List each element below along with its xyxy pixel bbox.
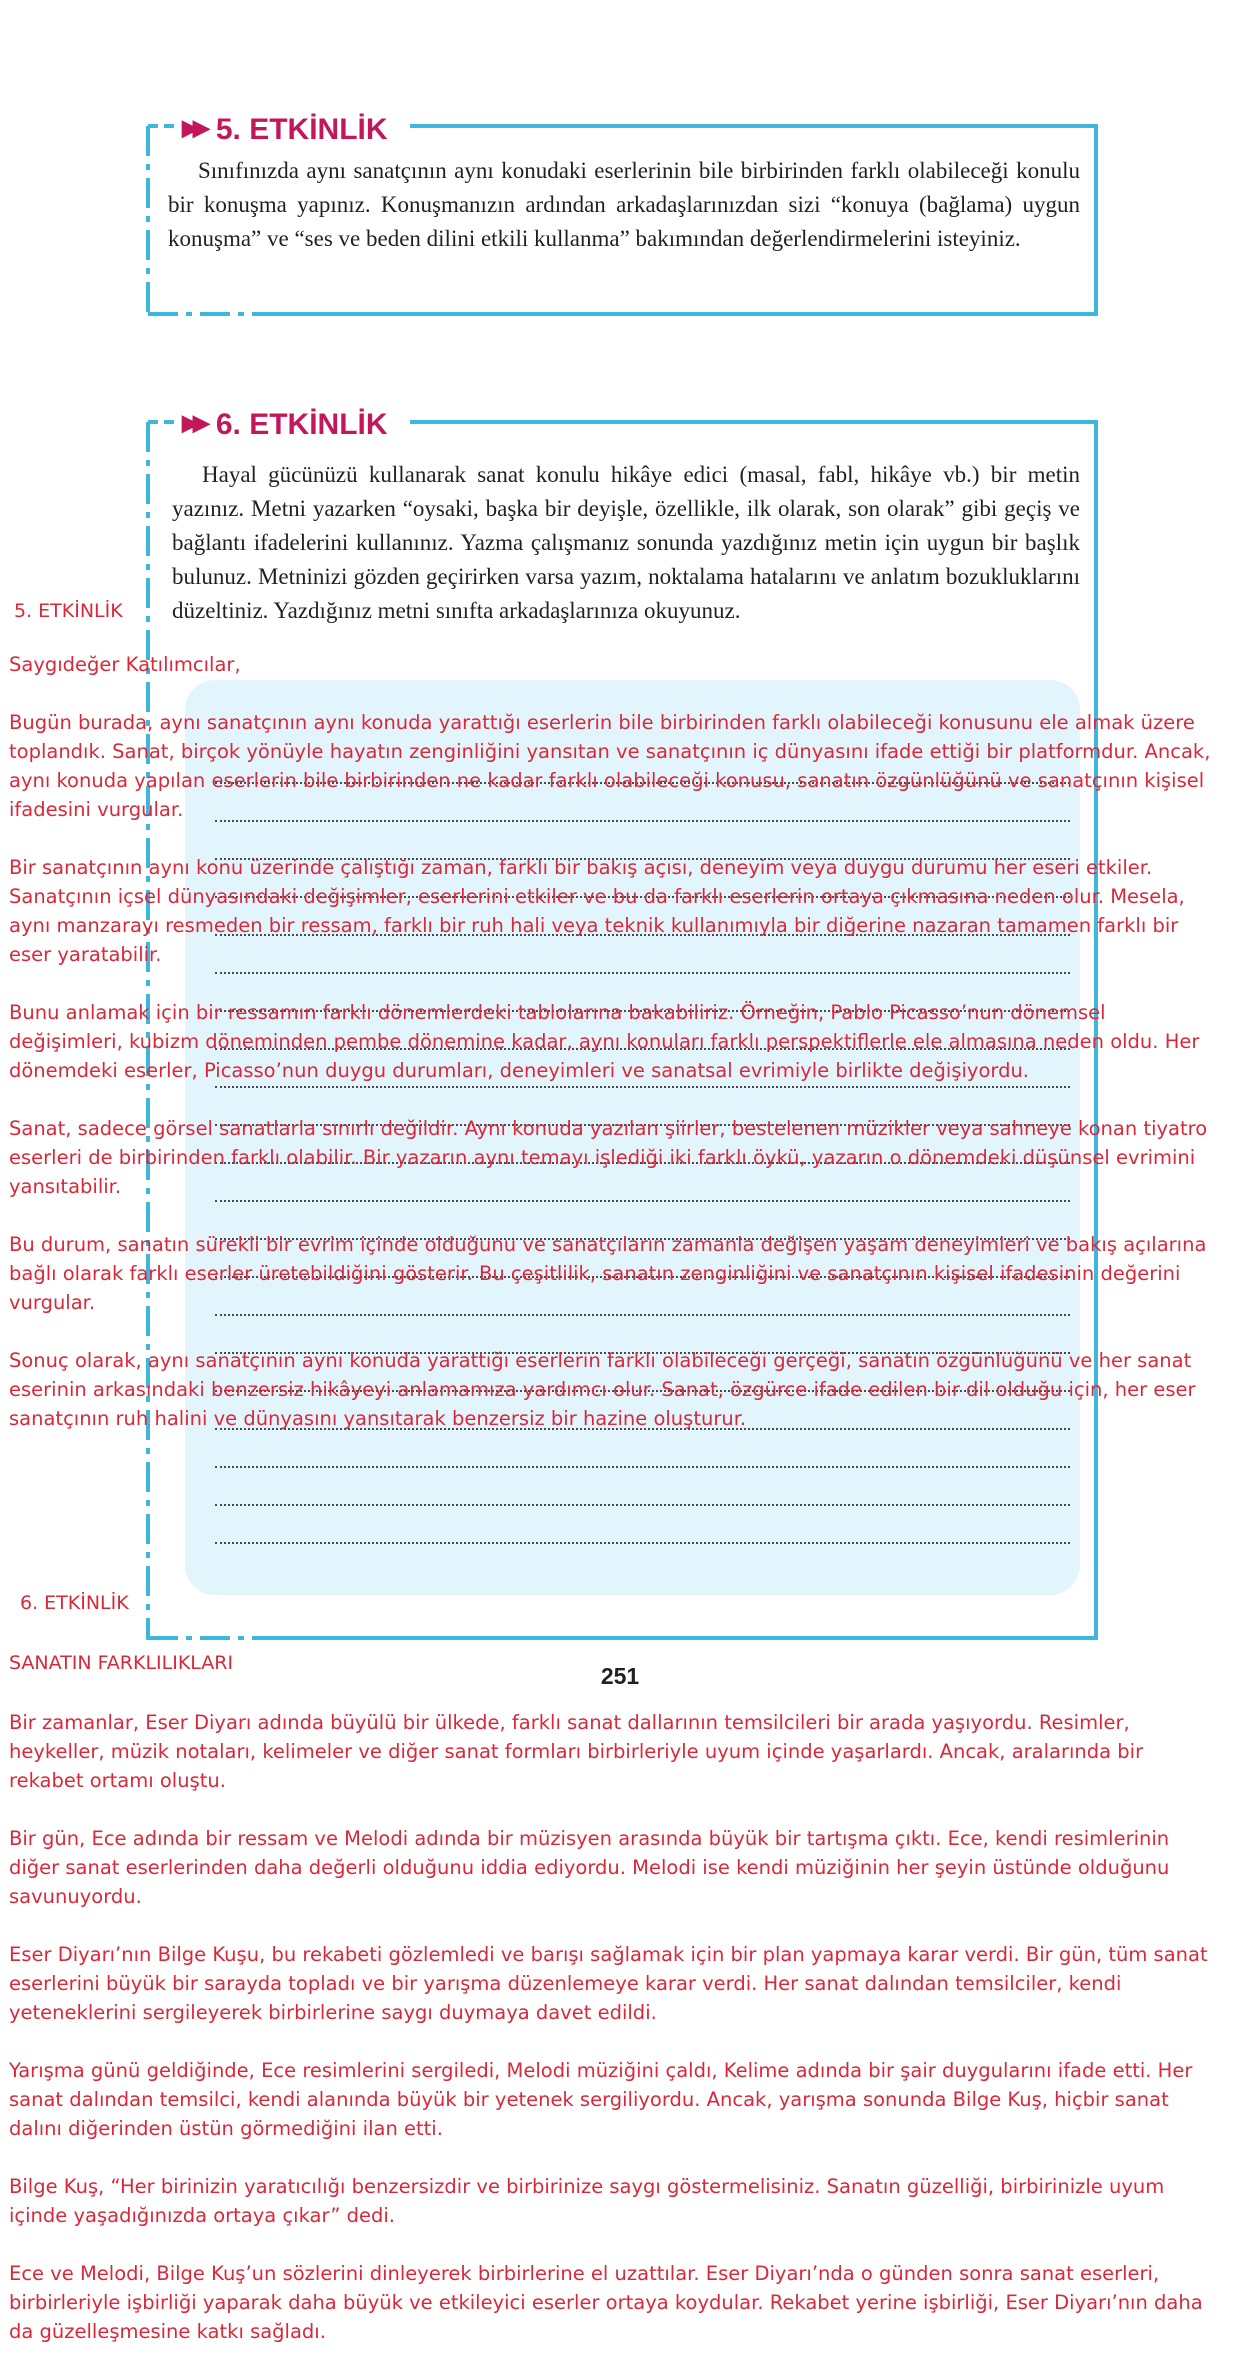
overlay6-body	[9, 1708, 1214, 2375]
page-number: 251	[600, 1663, 640, 1689]
activity5-title-text: 5. ETKİNLİK	[215, 113, 388, 146]
overlay6-paragraph: Bir zamanlar, Eser Diyarı adında büyülü bir ülkede, farklı sanat dallarının temsilcileri bir arada yaşıyordu. Resimler, heykeller, müzik notaları, kelimeler ve diğer sanat formları birbirleriyle uyum içinde yaşarlardı. Ancak, aralarında bir rekabet ortamı oluştu.	[9, 1711, 1144, 1792]
overlay5-heading: 5. ETKİNLİK	[14, 600, 123, 622]
overlay5-paragraph: Bir sanatçının aynı konu üzerinde çalıştığı zaman, farklı bir bakış açısı, deneyim veya duygu durumu her eseri etkiler. Sanatçının içsel dünyasındaki değişimler, eserlerini etkiler ve bu da farklı eserlerin ortaya çıkmasına neden olur. Mesela, aynı manzarayı resmeden bir ressam, farklı bir ruh hali veya teknik kullanımıyla bir diğerine nazaran tamamen farklı bir eser yaratabilir.	[9, 856, 1185, 966]
double-arrow-icon: ▶▶	[182, 410, 204, 435]
overlay5-paragraph: Bunu anlamak için bir ressamın farklı dönemlerdeki tablolarına bakabiliriz. Örneğin, Pablo Picasso’nun dönemsel değişimleri, kubizm döneminden pembe dönemine kadar, aynı konuları farklı perspektiflerle ele almasına neden oldu. Her dönemdeki eserler, Picasso’nun duygu durumları, deneyimleri ve sanatsal evrimiyle birlikte değişiyordu.	[9, 1001, 1200, 1082]
overlay5-paragraph: Sonuç olarak, aynı sanatçının aynı konuda yarattığı eserlerin farklı olabileceği gerçeği, sanatın özgünlüğünü ve her sanat eserinin arkasındaki benzersiz hikâyeyi anlamamıza yardımcı olur. Sanat, özgürce ifade edilen bir dil olduğu için, her eser sanatçının ruh halini ve dünyasını yansıtarak benzersiz bir hazine oluşturur.	[9, 1349, 1196, 1430]
activity5-text: Sınıfınızda aynı sanatçının aynı konudaki eserlerinin bile birbirinden farklı olabileceği konulu bir konuşma yapınız. Konuşmanızın ardından arkadaşlarınızdan sizi “konuya (bağlama) uygun konuşma” ve “ses ve beden dilini etkili kullanma” bakımından değerlendirmelerini isteyiniz.	[168, 158, 1080, 251]
dotted-writing-line	[215, 1466, 1070, 1468]
overlay6-paragraph: Bir gün, Ece adında bir ressam ve Melodi adında bir müzisyen arasında büyük bir tartışma çıktı. Ece, kendi resimlerinin diğer sanat eserlerinden daha değerli olduğunu iddia ediyordu. Melodi ise kendi müziğinin her şeyin üstünde olduğunu savunuyordu.	[9, 1827, 1170, 1908]
overlay6-paragraph: Ece ve Melodi, Bilge Kuş’un sözlerini dinleyerek birbirlerine el uzattılar. Eser Diyarı’nda o günden sonra sanat eserleri, birbirleriyle işbirliği yaparak daha büyük ve etkileyici eserler ortaya koydular. Rekabet yerine işbirliği, Eser Diyarı’nın daha da güzelleşmesine katkı sağladı.	[9, 2262, 1203, 2343]
overlay5-paragraph: Saygıdeğer Katılımcılar,	[9, 653, 241, 676]
activity6-body	[172, 458, 1080, 628]
overlay6-story-title: SANATIN FARKLILIKLARI	[9, 1652, 234, 1674]
activity6-text: Hayal gücünüzü kullanarak sanat konulu hikâye edici (masal, fabl, hikâye vb.) bir metin yazınız. Metni yazarken “oysaki, başka bir deyişle, özellikle, ilk olarak, son olarak” gibi geçiş ve bağlantı ifadelerini kullanınız. Yazma çalışmanız sonunda yazdığınız metin için uygun bir başlık bulunuz. Metninizi gözden geçirirken varsa yazım, noktalama hatalarını ve anlatım bozukluklarını düzeltiniz. Yazdığınız metni sınıfta arkadaşlarınıza okuyunuz.	[172, 462, 1080, 623]
activity6-title-text: 6. ETKİNLİK	[215, 408, 388, 441]
overlay6-heading: 6. ETKİNLİK	[20, 1592, 129, 1614]
dotted-writing-line	[215, 1542, 1070, 1544]
overlay6-paragraph: Eser Diyarı’nın Bilge Kuşu, bu rekabeti gözlemledi ve barışı sağlamak için bir plan yapmaya karar verdi. Bir gün, tüm sanat eserlerini büyük bir sarayda topladı ve bir yarışma düzenlemeye karar verdi. Her sanat dalından temsilciler, kendi yeteneklerini sergileyerek birbirlerine saygı duymaya davet edildi.	[9, 1943, 1208, 2024]
overlay5-paragraph: Sanat, sadece görsel sanatlarla sınırlı değildir. Aynı konuda yazılan şiirler, bestelenen müzikler veya sahneye konan tiyatro eserleri de birbirinden farklı olabilir. Bir yazarın aynı temayı işlediği iki farklı öykü, yazarın o dönemdeki düşünsel evrimini yansıtabilir.	[9, 1117, 1208, 1198]
overlay5-body	[9, 650, 1214, 1462]
dotted-writing-line	[215, 1504, 1070, 1506]
overlay6-paragraph: Yarışma günü geldiğinde, Ece resimlerini sergiledi, Melodi müziğini çaldı, Kelime adında bir şair duygularını ifade etti. Her sanat dalından temsilci, kendi alanında büyük bir yetenek sergiliyordu. Ancak, yarışma sonunda Bilge Kuş, hiçbir sanat dalını diğerinden üstün görmediğini ilan etti.	[9, 2059, 1193, 2140]
double-arrow-icon: ▶▶	[182, 115, 204, 140]
activity6-title	[178, 405, 398, 443]
overlay6-paragraph: Bilge Kuş, “Her birinizin yaratıcılığı benzersizdir ve birbirinize saygı göstermelisiniz. Sanatın güzelliği, birbirinizle uyum içinde yaşadığınızda ortaya çıkar” dedi.	[9, 2175, 1165, 2227]
overlay5-paragraph: Bugün burada, aynı sanatçının aynı konuda yarattığı eserlerin bile birbirinden farklı olabileceği konusunu ele almak üzere toplandık. Sanat, birçok yönüyle hayatın zenginliğini yansıtan ve sanatçının iç dünyasını ifade ettiği bir platformdur. Ancak, aynı konuda yapılan eserlerin bile birbirinden ne kadar farklı olabileceği konusu, sanatın özgünlüğünü ve sanatçının kişisel ifadesini vurgular.	[9, 711, 1211, 821]
overlay5-paragraph: Bu durum, sanatın sürekli bir evrim içinde olduğunu ve sanatçıların zamanla değişen yaşam deneyimleri ve bakış açılarına bağlı olarak farklı eserler üretebildiğini gösterir. Bu çeşitlilik, sanatın zenginliğini ve sanatçının kişisel ifadesinin değerini vurgular.	[9, 1233, 1207, 1314]
